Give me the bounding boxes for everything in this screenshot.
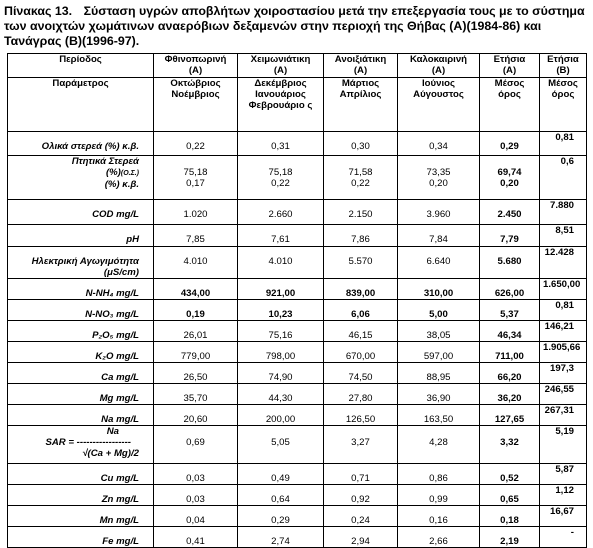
param-cell: Πτητικά Στερεά (%)(Ο.Σ.) (%) κ.β. [8,156,154,200]
season-header: Καλοκαιρινή (Α) [398,54,480,78]
param-cell: Na mg/L [8,405,154,426]
value-cell: 3,27 [324,426,398,464]
value-cell-b: 0,6 [540,156,587,200]
value-cell: 126,50 [324,405,398,426]
param-cell: Ca mg/L [8,363,154,384]
value-cell: 711,00 [480,342,540,363]
value-cell: 0,19 [154,300,238,321]
months-header: Μέσος όρος [540,78,587,132]
value-cell: 1.020 [154,200,238,225]
value-cell: 2.450 [480,200,540,225]
param-cell: Mn mg/L [8,506,154,527]
season-header: Φθινοπωρινή (Α) [154,54,238,78]
value-cell: 0,18 [480,506,540,527]
table-row [8,527,587,548]
value-cell: 5,00 [398,300,480,321]
value-cell: 88,95 [398,363,480,384]
months-header: Μέσος όρος [480,78,540,132]
value-cell: 0,24 [324,506,398,527]
value-cell: 0,41 [154,527,238,548]
value-cell: 7,79 [480,225,540,247]
value-cell-b: - [540,527,587,548]
value-cell: 626,00 [480,279,540,300]
value-cell: 2,19 [480,527,540,548]
caption-label: Πίνακας 13. [4,4,73,18]
value-cell: 597,00 [398,342,480,363]
value-cell: 0,71 [324,464,398,485]
value-cell: 4.010 [238,247,324,279]
table-row [8,247,587,279]
value-cell: 7,61 [238,225,324,247]
value-cell: 2.150 [324,200,398,225]
value-cell: 921,00 [238,279,324,300]
value-cell: 2,94 [324,527,398,548]
param-cell: COD mg/L [8,200,154,225]
value-cell: 2,66 [398,527,480,548]
param-cell: Zn mg/L [8,485,154,506]
value-cell: 66,20 [480,363,540,384]
value-cell: 0,31 [238,132,324,156]
value-cell-b: 5,87 [540,464,587,485]
table-row [8,200,587,225]
value-cell: 0,65 [480,485,540,506]
value-cell-b: 1.650,00 [540,279,587,300]
value-cell: 2,74 [238,527,324,548]
param-cell: Ηλεκτρική Αγωγιμότητα (μS/cm) [8,247,154,279]
value-cell: 0,64 [238,485,324,506]
season-header: Ανοιξιάτικη (Α) [324,54,398,78]
value-cell: 44,30 [238,384,324,405]
value-cell: 46,34 [480,321,540,342]
value-cell: 2.660 [238,200,324,225]
value-cell: 200,00 [238,405,324,426]
value-cell: 46,15 [324,321,398,342]
value-cell: 798,00 [238,342,324,363]
table-row [8,485,587,506]
value-cell-b: 0,81 [540,132,587,156]
value-cell-b: 5,19 [540,426,587,464]
value-cell: 0,03 [154,464,238,485]
value-cell: 4.010 [154,247,238,279]
value-cell: 0,04 [154,506,238,527]
value-cell: 26,50 [154,363,238,384]
table-caption [4,4,589,49]
value-cell: 27,80 [324,384,398,405]
table-row [8,405,587,426]
value-cell: 7,85 [154,225,238,247]
table-row [8,132,587,156]
value-cell: 163,50 [398,405,480,426]
value-cell: 670,00 [324,342,398,363]
months-header: Ιούνιος Αύγουστος [398,78,480,132]
table-row [8,300,587,321]
period-header: Περίοδος [8,54,154,78]
value-cell: 7,84 [398,225,480,247]
param-cell: Fe mg/L [8,527,154,548]
value-cell: 5,05 [238,426,324,464]
value-cell: 0,16 [398,506,480,527]
months-header: Οκτώβριος Νοέμβριος [154,78,238,132]
value-cell-b: 1.905,66 [540,342,587,363]
value-cell: 74,50 [324,363,398,384]
value-cell-b: 16,67 [540,506,587,527]
value-cell: 5.570 [324,247,398,279]
value-cell: 0,29 [238,506,324,527]
value-cell-b: 12.428 [540,247,587,279]
param-cell: Cu mg/L [8,464,154,485]
param-cell: Ολικά στερεά (%) κ.β. [8,132,154,156]
value-cell: 4,28 [398,426,480,464]
value-cell-b: 0,81 [540,300,587,321]
param-cell: pH [8,225,154,247]
table-row [8,506,587,527]
value-cell: 35,70 [154,384,238,405]
months-header: Μάρτιος Απρίλιος [324,78,398,132]
value-cell-b: 8,51 [540,225,587,247]
value-cell: 5.680 [480,247,540,279]
value-cell: 6.640 [398,247,480,279]
param-header: Παράμετρος [8,78,154,132]
value-cell: 74,90 [238,363,324,384]
value-cell: 73,35 0,20 [398,156,480,200]
param-cell: K₂O mg/L [8,342,154,363]
value-cell: 779,00 [154,342,238,363]
value-cell: 5,37 [480,300,540,321]
table-row [8,426,587,464]
value-cell: 127,65 [480,405,540,426]
value-cell-b: 246,55 [540,384,587,405]
value-cell: 6,06 [324,300,398,321]
value-cell: 3,32 [480,426,540,464]
value-cell-b: 1,12 [540,485,587,506]
table-row [8,279,587,300]
value-cell: 69,74 0,20 [480,156,540,200]
value-cell: 0,29 [480,132,540,156]
value-cell: 10,23 [238,300,324,321]
value-cell: 0,52 [480,464,540,485]
value-cell: 0,30 [324,132,398,156]
table-row [8,464,587,485]
param-cell: N-NH₄ mg/L [8,279,154,300]
wastewater-table [7,53,587,548]
value-cell: 0,99 [398,485,480,506]
param-cell: P₂O₅ mg/L [8,321,154,342]
param-cell: N-NO₃ mg/L [8,300,154,321]
value-cell-b: 7.880 [540,200,587,225]
value-cell: 0,22 [154,132,238,156]
season-header: Ετήσια (Β) [540,54,587,78]
table-row [8,342,587,363]
value-cell: 0,92 [324,485,398,506]
value-cell: 0,34 [398,132,480,156]
value-cell: 75,16 [238,321,324,342]
value-cell-b: 267,31 [540,405,587,426]
caption-text: Σύσταση υγρών αποβλήτων χοιροστασίου μετά την επεξεργασία τους με το σύστημα των ανοιχτών χωμάτινων αναερόβιων δεξαμενών στην περιοχή της Θήβας (Α)(1984-86) και Τανάγρας (Β)(1996-97). [4,4,585,48]
season-header: Ετήσια (Α) [480,54,540,78]
value-cell: 75,18 0,22 [238,156,324,200]
months-header: Δεκέμβριος Ιανουάριος Φεβρουάριο ς [238,78,324,132]
value-cell-b: 146,21 [540,321,587,342]
param-cell: Mg mg/L [8,384,154,405]
table-row [8,225,587,247]
value-cell: 0,49 [238,464,324,485]
value-cell: 71,58 0,22 [324,156,398,200]
value-cell: 3.960 [398,200,480,225]
table-row [8,321,587,342]
value-cell: 36,90 [398,384,480,405]
sar-formula: Na SAR = ----------------- √(Ca + Mg)/2 [8,426,154,464]
value-cell: 434,00 [154,279,238,300]
table-row [8,384,587,405]
value-cell: 0,03 [154,485,238,506]
value-cell: 7,86 [324,225,398,247]
value-cell: 0,69 [154,426,238,464]
value-cell: 20,60 [154,405,238,426]
value-cell: 0,86 [398,464,480,485]
season-header: Χειμωνιάτικη (Α) [238,54,324,78]
table-row [8,363,587,384]
value-cell: 75,18 0,17 [154,156,238,200]
value-cell: 36,20 [480,384,540,405]
value-cell: 38,05 [398,321,480,342]
table-row [8,156,587,200]
value-cell-b: 197,3 [540,363,587,384]
value-cell: 310,00 [398,279,480,300]
value-cell: 26,01 [154,321,238,342]
value-cell: 839,00 [324,279,398,300]
